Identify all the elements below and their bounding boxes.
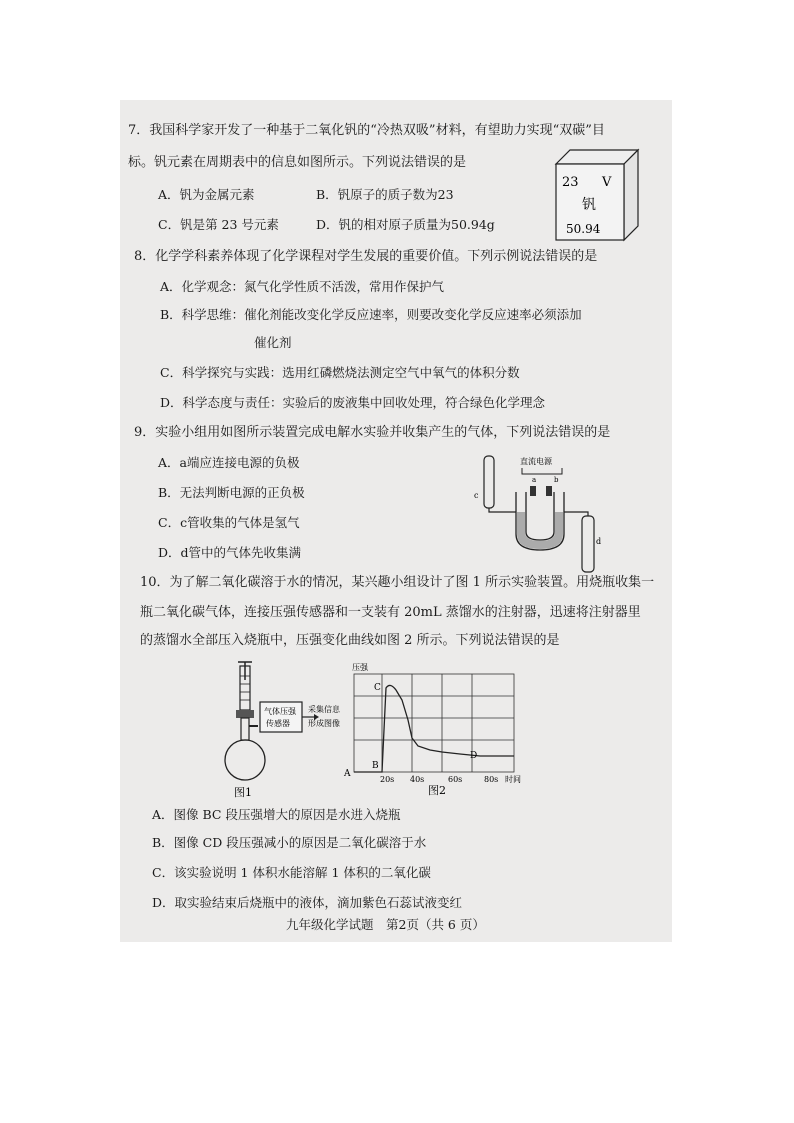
dc-power-label: 直流电源	[520, 457, 552, 466]
figure1-caption: 图1	[234, 786, 252, 799]
q9-stem: 9．实验小组用如图所示装置完成电解水实验并收集产生的气体，下列说法错误的是	[134, 425, 611, 440]
q10-option-b: B．图像 CD 段压强减小的原因是二氧化碳溶于水	[152, 835, 427, 850]
collect-label-line1: 采集信息	[308, 705, 340, 714]
element-number: 23	[562, 175, 579, 190]
q7-option-d: D．钒的相对原子质量为50.94g	[316, 217, 495, 232]
q7-option-c: C．钒是第 23 号元素	[158, 217, 279, 232]
q8-option-b-line2: 催化剂	[254, 335, 292, 350]
q8-option-a: A．化学观念：氮气化学性质不活泼，常用作保护气	[160, 279, 445, 294]
label-c: c	[474, 491, 479, 500]
element-name: 钒	[582, 197, 596, 213]
figure1-apparatus	[224, 660, 344, 800]
page-footer: 九年级化学试题 第2页（共 6 页）	[286, 917, 485, 932]
point-b: B	[372, 761, 379, 771]
figure2-pressure-chart	[340, 660, 540, 800]
q9-option-a: A．a端应连接电源的负极	[158, 455, 300, 470]
pressure-curve	[354, 685, 514, 772]
x-axis-label: 时间	[505, 775, 521, 784]
y-axis-label: 压强	[352, 663, 368, 672]
q10-stem-line1: 10．为了解二氧化碳溶于水的情况，某兴趣小组设计了图 1 所示实验装置。用烧瓶收集一	[140, 575, 655, 590]
q8-stem: 8．化学学科素养体现了化学课程对学生发展的重要价值。下列示例说法错误的是	[134, 249, 598, 264]
q9-option-d: D．d管中的气体先收集满	[158, 545, 302, 560]
electrolysis-apparatus-figure	[470, 452, 610, 574]
point-d: D	[470, 751, 478, 761]
q10-option-c: C．该实验说明 1 体积水能溶解 1 体积的二氧化碳	[152, 865, 431, 880]
point-a: A	[344, 769, 351, 779]
point-c: C	[374, 683, 381, 693]
q8-option-d: D．科学态度与责任：实验后的废液集中回收处理，符合绿色化学理念	[160, 395, 546, 410]
q10-option-d: D．取实验结束后烧瓶中的液体，滴加紫色石蕊试液变红	[152, 895, 463, 910]
q8-option-c: C．科学探究与实践：选用红磷燃烧法测定空气中氧气的体积分数	[160, 365, 520, 380]
collect-label-line2: 形成图像	[308, 719, 340, 728]
q7-stem-line2: 标。钒元素在周期表中的信息如图所示。下列说法错误的是	[128, 155, 467, 170]
q8-option-b-line1: B．科学思维：催化剂能改变化学反应速率，则要改变化学反应速率必须添加	[160, 307, 582, 322]
label-d: d	[596, 537, 602, 546]
element-mass: 50.94	[566, 222, 601, 236]
sensor-label-line1: 气体压强	[264, 707, 296, 716]
q7-option-b: B．钒原子的质子数为23	[316, 187, 454, 202]
sensor-label-line2: 传感器	[266, 719, 290, 728]
tick-80s: 80s	[484, 775, 499, 784]
q7-stem-line1: 7．我国科学家开发了一种基于二氧化钒的“冷热双吸”材料，有望助力实现“双碳”目	[128, 123, 605, 138]
label-b: b	[554, 476, 559, 484]
q10-stem-line2: 瓶二氧化碳气体，连接压强传感器和一支装有 20mL 蒸馏水的注射器，迅速将注射器里	[140, 605, 641, 620]
q10-stem-line3: 的蒸馏水全部压入烧瓶中，压强变化曲线如图 2 所示。下列说法错误的是	[140, 633, 560, 648]
label-a: a	[532, 476, 537, 484]
q10-option-a: A．图像 BC 段压强增大的原因是水进入烧瓶	[152, 807, 401, 822]
q9-option-c: C．c管收集的气体是氢气	[158, 515, 300, 530]
tick-40s: 40s	[410, 775, 425, 784]
tick-20s: 20s	[380, 775, 395, 784]
element-cell-figure	[552, 146, 642, 242]
element-symbol: V	[602, 175, 612, 190]
q9-option-b: B．无法判断电源的正负极	[158, 485, 305, 500]
tick-60s: 60s	[448, 775, 463, 784]
q7-option-a: A．钒为金属元素	[158, 187, 255, 202]
figure2-caption: 图2	[428, 784, 446, 797]
